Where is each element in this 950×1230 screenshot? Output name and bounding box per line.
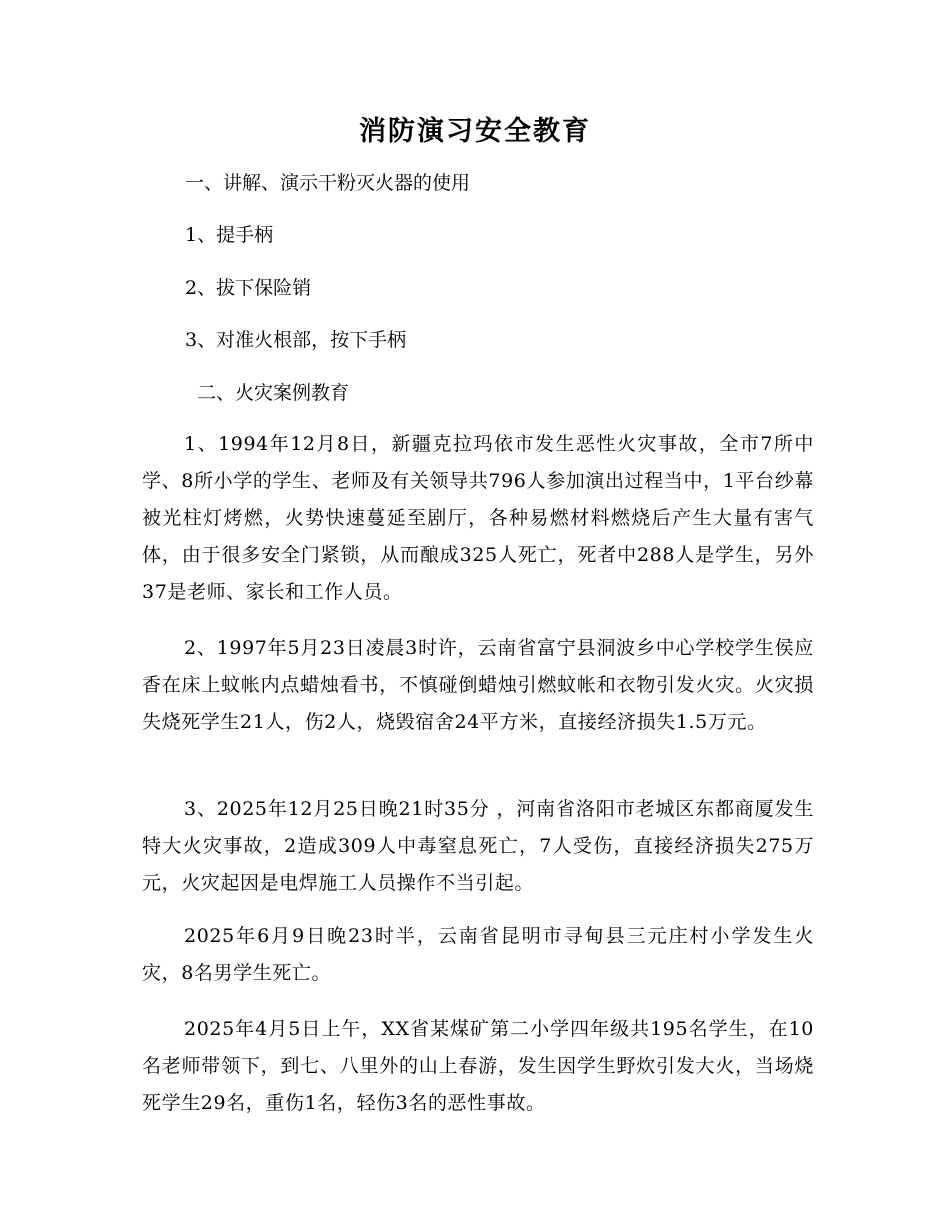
step-item-1: 1、提手柄 <box>185 224 274 246</box>
section-heading-cases: 二、火灾案例教育 <box>197 382 350 404</box>
step-item-3: 3、对准火根部，按下手柄 <box>185 329 407 351</box>
case-paragraph-1: 1、1994年12月8日，新疆克拉玛依市发生恶性火灾事故，全市7所中学、8所小学的学生、老师及有关领导共796人参加演出过程当中，1平台纱幕被光柱灯烤燃，火势快速蔓延至剧厅，各种易燃材料燃烧后产生大量有害气体，由于很多安全门紧锁，从而酿成325人死亡，死者中288人是学生，另外37是老师、家长和工作人员。 <box>142 433 814 603</box>
case-paragraph-4: 2025年6月9日晚23时半，云南省昆明市寻甸县三元庄村小学发生火灾，8名男学生死亡。 <box>142 925 814 984</box>
step-item-2: 2、拔下保险销 <box>185 277 312 299</box>
document-title: 消防演习安全教育 <box>359 116 591 147</box>
case-paragraph-5: 2025年4月5日上午，XX省某煤矿第二小学四年级共195名学生，在10名老师带领下，到七、八里外的山上春游，发生因学生野炊引发大火，当场烧死学生29名，重伤1名，轻伤3名的恶性事故。 <box>142 1018 814 1114</box>
case-paragraph-3: 3、2025年12月25日晚21时35分 ，河南省洛阳市老城区东都商厦发生特大火灾事故，2造成309人中毒窒息死亡，7人受伤，直接经济损失275万元，火灾起因是电焊施工人员操作不当引起。 <box>142 798 814 894</box>
section-heading-extinguisher: 一、讲解、演示干粉灭火器的使用 <box>185 172 471 194</box>
case-paragraph-2: 2、1997年5月23日凌晨3时许，云南省富宁县洞波乡中心学校学生侯应香在床上蚊帐内点蜡烛看书，不慎碰倒蜡烛引燃蚊帐和衣物引发火灾。火灾损失烧死学生21人，伤2人，烧毁宿舍24平方米，直接经济损失1.5万元。 <box>142 637 814 733</box>
